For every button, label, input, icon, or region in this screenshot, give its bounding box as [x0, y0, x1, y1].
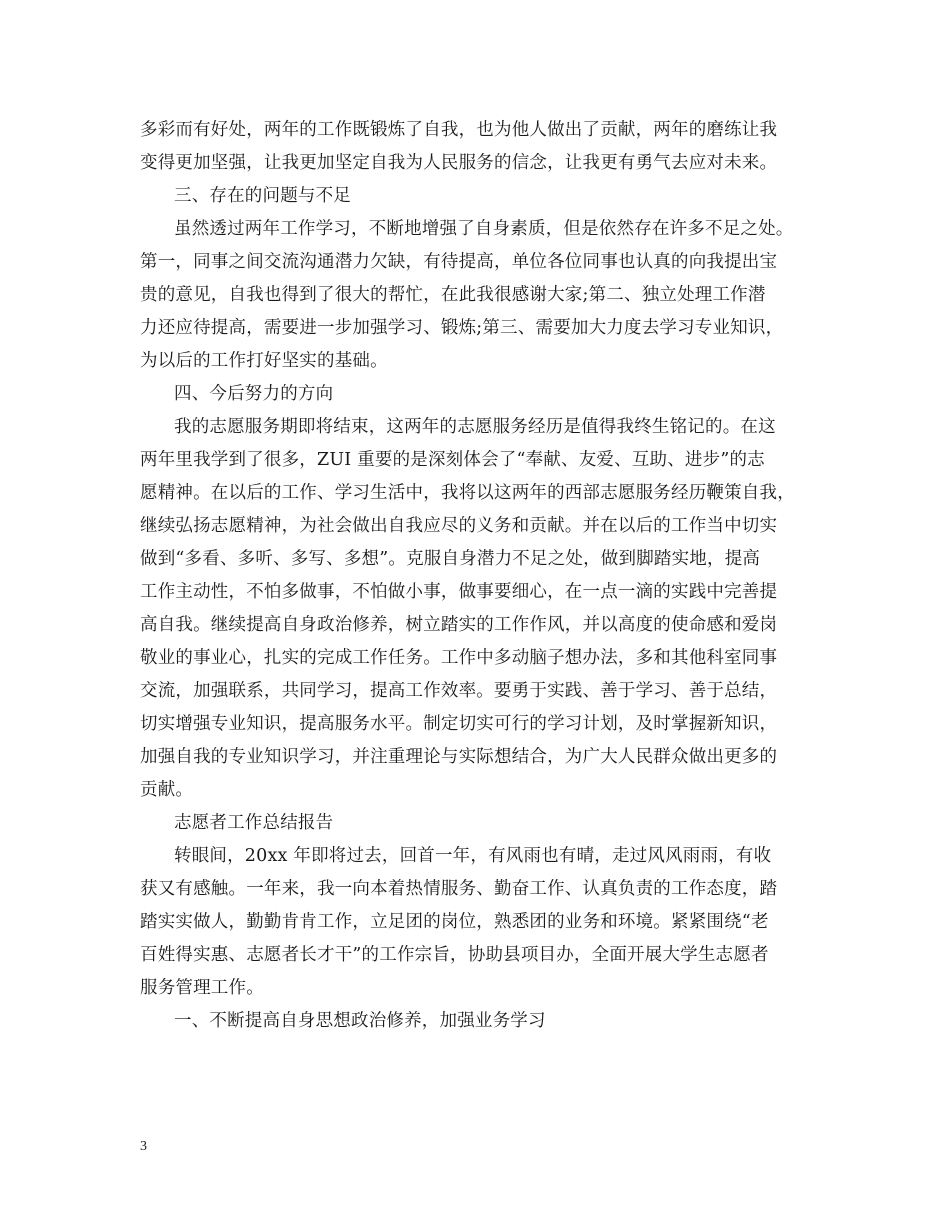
text-line: 高自我。继续提高自身政治修养，树立踏实的工作作风，并以高度的使命感和爱岗	[140, 615, 778, 635]
text-line: 虽然透过两年工作学习，不断地增强了自身素质，但是依然存在许多不足之处。	[174, 219, 794, 239]
text-line: 愿精神。在以后的工作、学习生活中，我将以这两年的西部志愿服务经历鞭策自我，	[140, 483, 795, 503]
text-line: 三、存在的问题与不足	[174, 186, 351, 206]
text-line: 敬业的事业心，扎实的完成工作任务。工作中多动脑子想办法，多和其他科室同事	[140, 648, 778, 668]
text-line: 加强自我的专业知识学习，并注重理论与实际想结合，为广大人民群众做出更多的	[140, 747, 778, 767]
text-line: 获又有感触。一年来，我一向本着热情服务、勤奋工作、认真负责的工作态度，踏	[140, 879, 778, 899]
text-line: 志愿者工作总结报告	[174, 813, 334, 833]
document-body	[140, 114, 815, 1038]
text-line: 踏实实做人，勤勤肯肯工作，立足团的岗位，熟悉团的业务和环境。紧紧围绕“老	[140, 912, 769, 932]
text-line: 切实增强专业知识，提高服务水平。制定切实可行的学习计划，及时掌握新知识，	[140, 714, 778, 734]
text-line: 一、不断提高自身思想政治修养，加强业务学习	[174, 1011, 546, 1031]
text-line: 为以后的工作打好坚实的基础。	[140, 351, 388, 371]
text-line: 两年里我学到了很多，ZUI 重要的是深刻体会了“奉献、友爱、互助、进步”的志	[140, 450, 765, 470]
text-line: 贵的意见，自我也得到了很大的帮忙，在此我很感谢大家;第二、独立处理工作潜	[140, 285, 766, 305]
text-line: 多彩而有好处，两年的工作既锻炼了自我，也为他人做出了贡献，两年的磨练让我	[140, 120, 778, 140]
text-line: 我的志愿服务期即将结束，这两年的志愿服务经历是值得我终生铭记的。在这	[174, 417, 776, 437]
text-line: 继续弘扬志愿精神，为社会做出自我应尽的义务和贡献。并在以后的工作当中切实	[140, 516, 778, 536]
text-line: 力还应待提高，需要进一步加强学习、锻炼;第三、需要加大力度去学习专业知识，	[140, 318, 784, 338]
text-line: 服务管理工作。	[140, 978, 264, 998]
page-number: 3	[140, 1139, 147, 1154]
text-line: 变得更加坚强，让我更加坚定自我为人民服务的信念，让我更有勇气去应对未来。	[140, 153, 778, 173]
text-line: 转眼间，20xx 年即将过去，回首一年，有风雨也有晴，走过风风雨雨，有收	[174, 846, 772, 866]
text-line: 第一，同事之间交流沟通潜力欠缺，有待提高，单位各位同事也认真的向我提出宝	[140, 252, 778, 272]
text-line: 工作主动性，不怕多做事，不怕做小事，做事要细心，在一点一滴的实践中完善提	[140, 582, 778, 602]
text-line: 四、今后努力的方向	[174, 384, 334, 404]
text-line: 贡献。	[140, 780, 194, 800]
text-line: 交流，加强联系，共同学习，提高工作效率。要勇于实践、善于学习、善于总结，	[140, 681, 778, 701]
text-line: 做到“多看、多听、多写、多想”。克服自身潜力不足之处，做到脚踏实地，提高	[140, 549, 761, 569]
text-line: 百姓得实惠、志愿者长才干”的工作宗旨，协助县项目办，全面开展大学生志愿者	[140, 945, 769, 965]
